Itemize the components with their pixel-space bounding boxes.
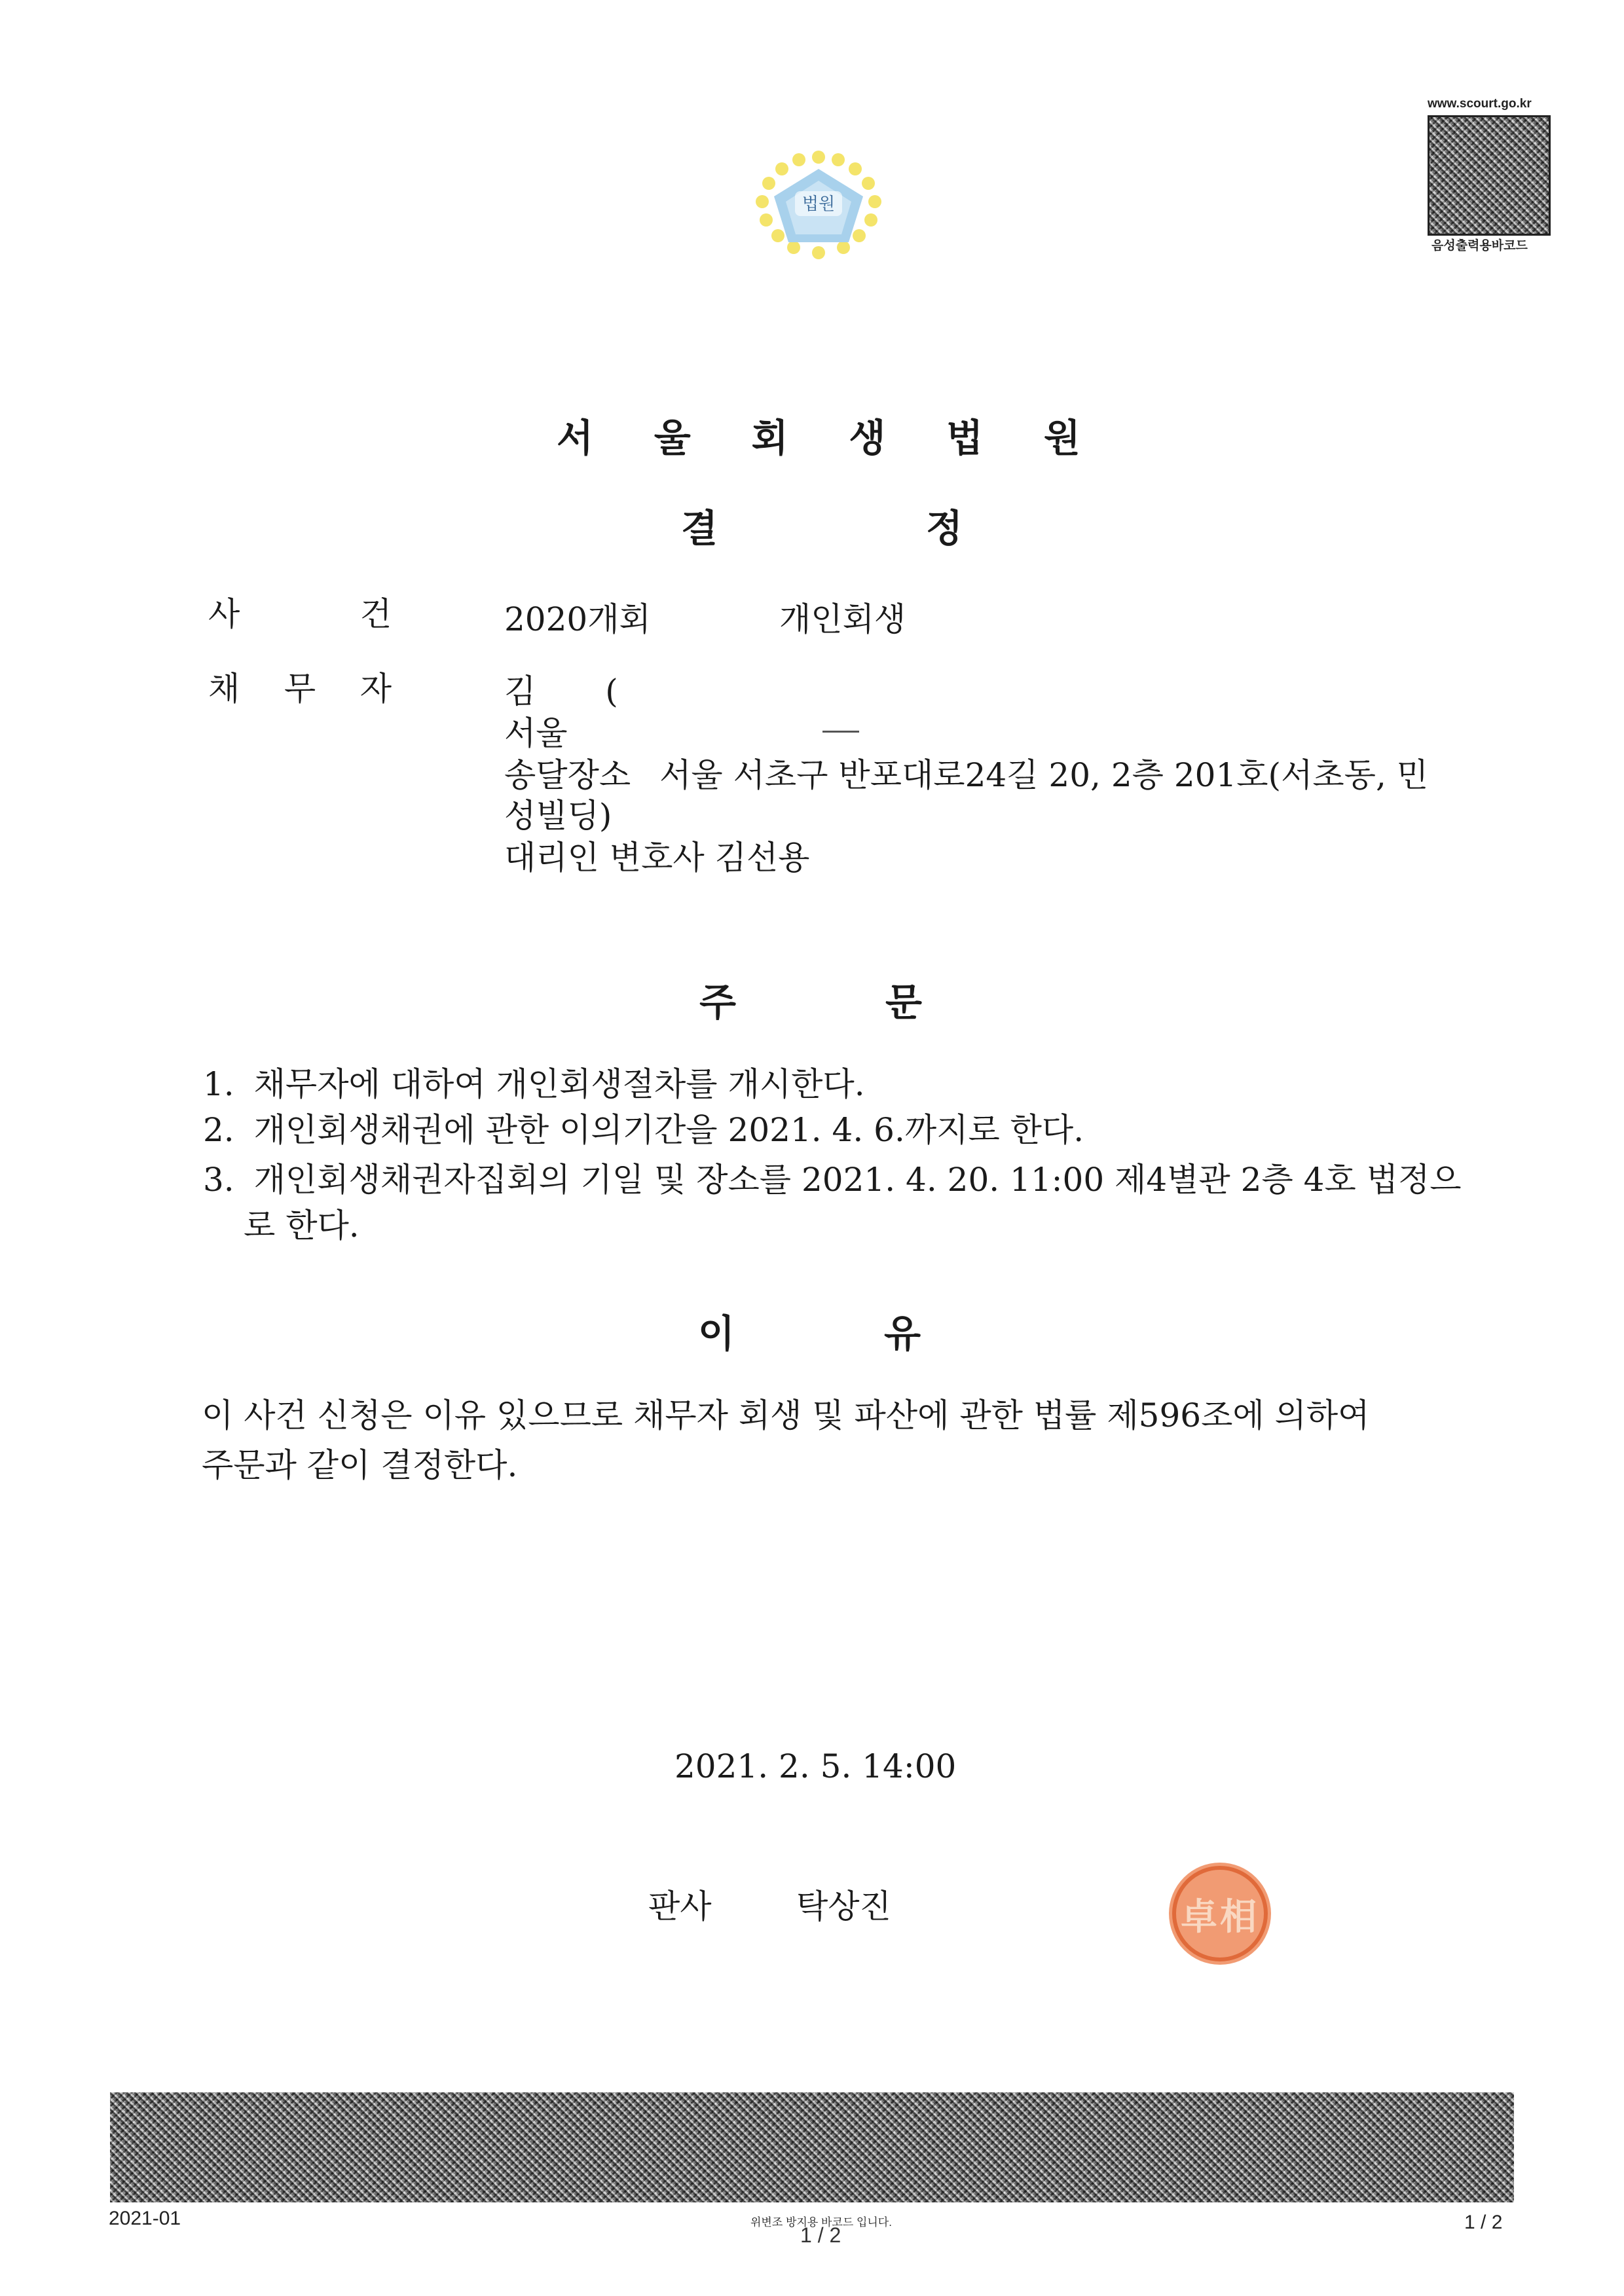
form-code: 2021-01: [109, 2208, 181, 2229]
court-name-char: 생: [849, 416, 886, 460]
order-heading: 주 문: [699, 980, 922, 1025]
barcode-caption: 음성출력용바코드: [1431, 239, 1528, 253]
anti-forgery-barcode: [110, 2092, 1514, 2202]
debtor-address: 서울: [504, 714, 568, 752]
reason-heading: 이 유: [698, 1311, 921, 1356]
page-number-center: 1 / 2: [800, 2223, 841, 2247]
judge-seal: [1164, 1858, 1276, 1969]
doc-title-char: 정: [925, 506, 963, 551]
anti-forgery-caption: 위변조 방지용 바코드 입니다.: [750, 2216, 892, 2229]
reason-line1: 이 사건 신청은 이유 있으므로 채무자 회생 및 파산에 관한 법률 제596조에 의하여: [202, 1396, 1370, 1434]
court-name-char: 법: [946, 416, 984, 460]
order-item-3: 3. 개인회생채권자집회의 기일 및 장소를 2021. 4. 20. 11:00 제4별관 2층 4호 법정으: [203, 1161, 1462, 1199]
doc-title-char: 결: [681, 506, 718, 551]
delivery-line1: [504, 754, 1429, 796]
debtor-agent: 대리인 변호사 김선용: [504, 839, 810, 877]
court-name-char: 회: [751, 416, 788, 460]
case-type: 개인회생: [779, 600, 906, 638]
redacted-area: [196, 2202, 537, 2229]
court-name-char: 원: [1043, 416, 1080, 460]
order-item-3-cont: 로 한다.: [244, 1207, 360, 1245]
court-emblem-label: 법원: [802, 194, 836, 213]
doc-title: [681, 498, 963, 551]
case-label: 사 건: [208, 595, 392, 633]
court-name-char: 울: [654, 416, 691, 460]
court-name-char: 서: [557, 416, 594, 460]
judge-title: 판사: [648, 1887, 712, 1925]
page-number-right: 1 / 2: [1464, 2212, 1503, 2233]
order-item-1: 1. 채무자에 대하여 개인회생절차를 개시한다.: [203, 1065, 865, 1103]
redaction-mark: [822, 731, 859, 733]
case-number: 2020개회: [504, 600, 651, 638]
court-name: [557, 407, 1080, 460]
order-item-2: 2. 개인회생채권에 관한 이의기간을 2021. 4. 6.까지로 한다.: [203, 1111, 1084, 1149]
delivery-line2: 성빌딩): [504, 797, 612, 835]
decision-date: 2021. 2. 5. 14:00: [674, 1747, 957, 1785]
delivery-label: 송달장소: [504, 756, 631, 794]
debtor-name: 김 (: [504, 672, 618, 710]
barcode-url: www.scourt.go.kr: [1428, 97, 1532, 111]
debtor-label: 채 무 자: [208, 670, 392, 708]
judge-seal-chars: 卓相: [1181, 1895, 1259, 1939]
voice-output-barcode: [1428, 115, 1551, 236]
reason-line2: 주문과 같이 결정한다.: [202, 1446, 518, 1484]
judge-name: 탁상진: [796, 1887, 891, 1925]
delivery-address: 서울 서초구 반포대로24길 20, 2층 201호(서초동, 민: [659, 756, 1429, 794]
court-emblem: [747, 149, 891, 261]
